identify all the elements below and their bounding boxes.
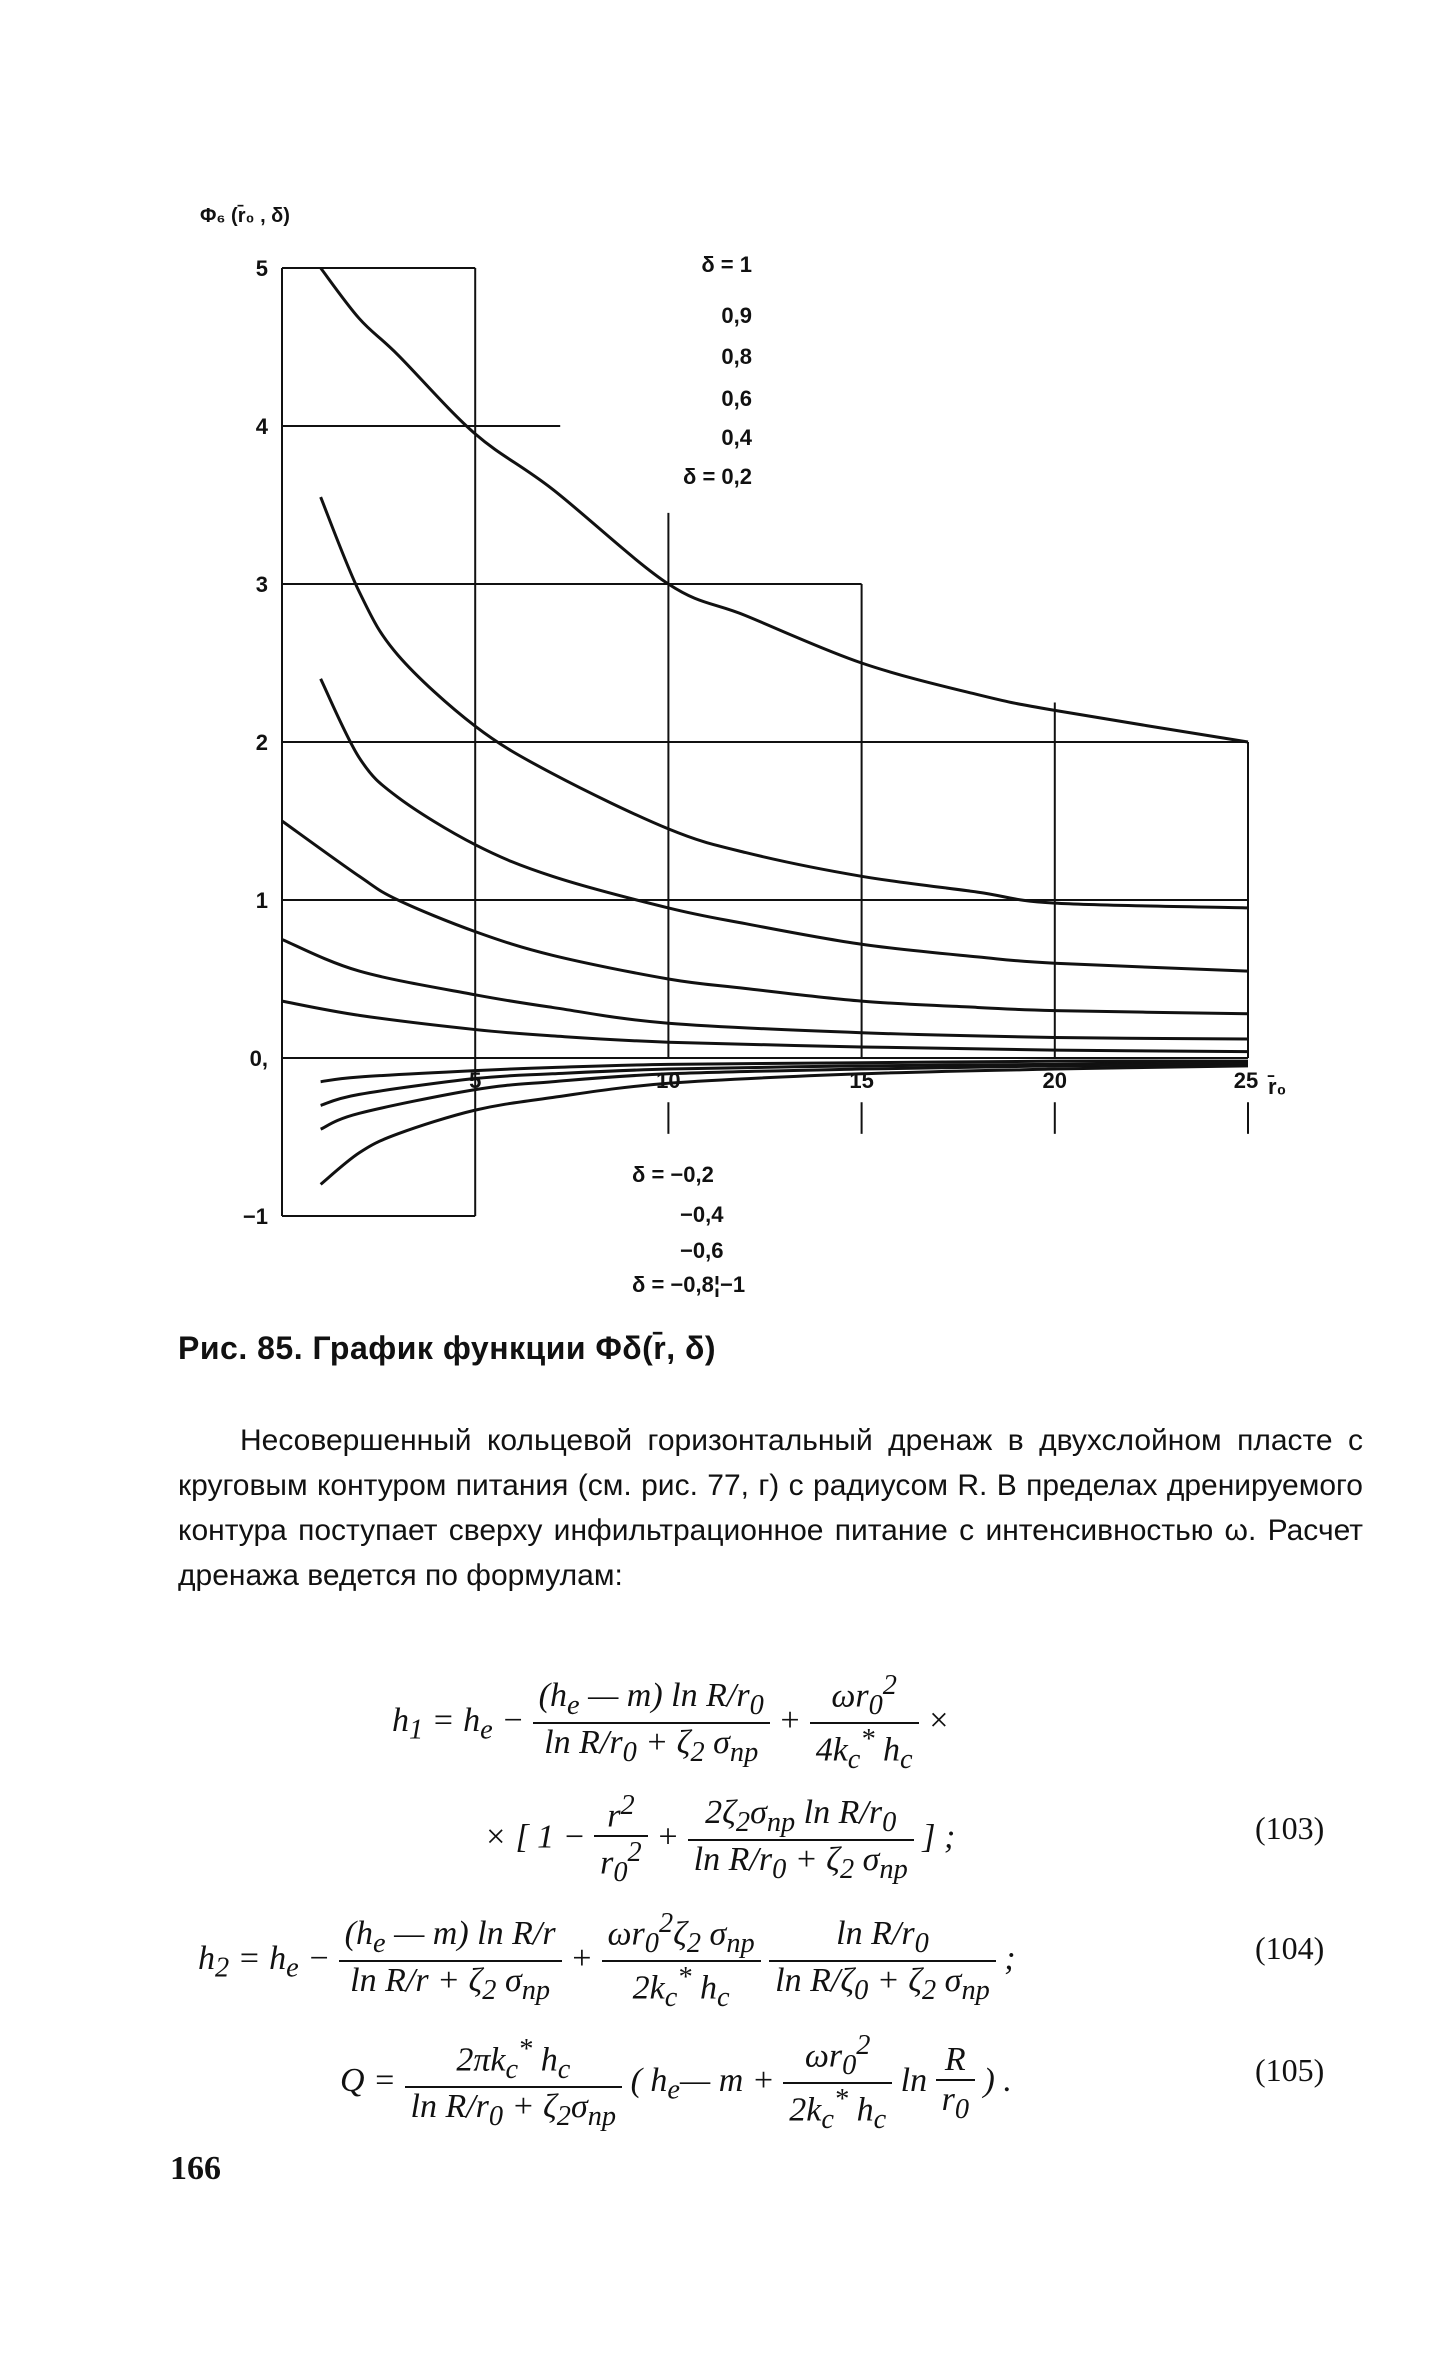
delta-label-positive: 0,6 <box>721 386 752 411</box>
curve-series-9 <box>321 1066 1248 1185</box>
chart-curves <box>282 268 1248 1184</box>
equation-number-104: (104) <box>1255 1930 1325 1966</box>
y-tick-label: 3 <box>255 572 268 597</box>
delta-label-positive: 0,8 <box>721 344 752 369</box>
curve-series-0 <box>321 268 1248 742</box>
y-tick-label: 2 <box>255 730 268 755</box>
x-tick-label: 20 <box>1042 1068 1068 1093</box>
y-tick-label: 5 <box>255 256 268 281</box>
y-tick-label: 0, <box>249 1046 268 1071</box>
x-axis-title: r̄₀ <box>1268 1074 1287 1099</box>
y-tick-label: 1 <box>255 888 268 913</box>
equation-number-103: (103) <box>1255 1810 1325 1846</box>
y-tick-label: 4 <box>255 414 268 439</box>
chart-labels <box>200 205 1286 1297</box>
delta-label-negative: δ = −0,8¦−1 <box>632 1272 746 1297</box>
delta-label-positive: 0,4 <box>721 425 752 450</box>
x-tick-label: 15 <box>849 1068 874 1093</box>
page-number: 166 <box>170 2150 221 2187</box>
formula-105: Q = $\frac{2\pi k_c^* h_c}{\ln R/r_0 + \zeta_2\sigma_{пр}}$ ( $h_e—$ m + $\frac{\omega r_0^2}{2k_c^* h_c}$ ln $\frac{R}{r_0}$ ) . <box>340 2030 1012 2136</box>
y-axis-title: Φ₆ (r̄₀ , δ) <box>200 205 290 227</box>
figure-caption: Рис. 85. График функции Φδ(r̄, δ) <box>178 1330 717 1366</box>
curve-series-1 <box>321 497 1248 908</box>
delta-label-positive: δ = 0,2 <box>683 464 752 489</box>
delta-label-negative: −0,4 <box>680 1202 724 1227</box>
equation-number-105: (105) <box>1255 2052 1325 2088</box>
formula-104: $h_2 = h_e$ − $\frac{(h_e — m) \ln R/r}{\ln R/r + \zeta_2 \sigma_{пр}}$ + $\frac{\omega r_0^2\zeta_2 \sigma_{пр}}{2k_c^* h_c}$ $\frac{\ln R/r_0}{\ln R/\zeta_0 + \zeta_2 \sigma_{пр}}$ ; <box>198 1908 1016 2014</box>
x-tick-label: 5 <box>469 1068 482 1093</box>
paragraph-text: Несовершенный кольцевой горизонтальный дренаж в двухслойном пласте с круговым контуром питания (см. рис. 77, г) с радиусом R. В пределах дренируемого контура поступает сверху инфильтрационное питание с интенсивностью ω. Расчет дренажа ведется по формулам: <box>178 1424 1363 1592</box>
y-tick-label: −1 <box>242 1204 268 1229</box>
delta-label-negative: −0,6 <box>680 1238 724 1263</box>
delta-label-positive: 0,9 <box>721 303 752 328</box>
body-paragraph <box>178 1418 1363 1598</box>
formula-103-line2: × [ 1 − $\frac{r^2}{r_0^2}$ + $\frac{2\zeta_2\sigma_{пр} \ln R/r_0}{\ln R/r_0 + \zeta_2 \sigma_{пр}}$ ] ; <box>484 1790 956 1889</box>
curve-series-8 <box>321 1064 1248 1129</box>
curve-series-5 <box>282 1001 1248 1052</box>
delta-label-negative: δ = −0,2 <box>632 1162 714 1187</box>
x-tick-label: 25 <box>1233 1068 1259 1093</box>
x-tick-label: 10 <box>656 1068 681 1093</box>
delta-label-positive: δ = 1 <box>701 252 752 277</box>
formula-103-line1: $h_1 = h_e$ − $\frac{(h_e — m) \ln R/r_0}{\ln R/r_0 + \zeta_2 \sigma_{пр}}$ + $\frac{\omega r_0^2}{4k_c^* h_c}$ × <box>392 1670 951 1776</box>
